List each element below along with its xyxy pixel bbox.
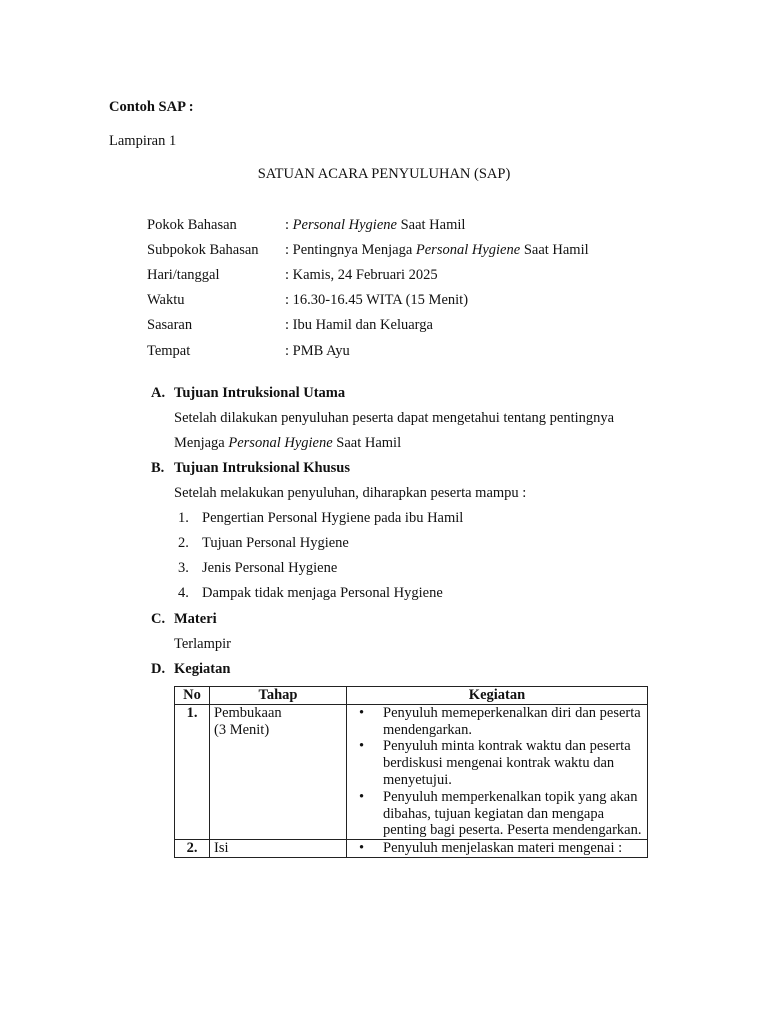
list-item-number: 1. — [178, 510, 189, 526]
attachment-label: Lampiran 1 — [109, 133, 177, 149]
activity-item: • Penyuluh memeperkenalkan diri dan peserta mendengarkan. — [359, 704, 641, 738]
activity-item: • Penyuluh minta kontrak waktu dan peserta berdiskusi mengenai kontrak waktu dan menyetujui. — [359, 738, 631, 788]
row-number: 2. — [175, 840, 210, 858]
row-activities — [347, 704, 648, 839]
activity-item: • Penyuluh menjelaskan materi mengenai : — [359, 840, 623, 857]
section-b-intro: Setelah melakukan penyuluhan, diharapkan peserta mampu : — [174, 485, 527, 501]
table-header-row — [175, 687, 648, 705]
stage-name: Pembukaan — [214, 704, 282, 721]
section-d-letter: D. — [151, 661, 166, 677]
activity-item: • Penyuluh memperkenalkan topik yang akan dibahas, tujuan kegiatan dan mengapa penting bagi peserta. Peserta mendengarkan. — [359, 788, 642, 839]
stage-duration: (3 Menit) — [214, 721, 270, 738]
bullet-icon: • — [359, 788, 365, 805]
info-value-pokok: : Personal Hygiene Saat Hamil — [285, 217, 466, 233]
info-value-subpokok: : Pentingnya Menjaga Personal Hygiene Saat Hamil — [285, 242, 589, 258]
info-value-hari: : Kamis, 24 Februari 2025 — [285, 267, 438, 283]
section-c-title: Materi — [174, 611, 217, 627]
document-heading: Contoh SAP : — [109, 99, 194, 115]
info-value-sasaran: : Ibu Hamil dan Keluarga — [285, 317, 433, 333]
row-stage — [210, 840, 347, 858]
list-item-number: 4. — [178, 585, 189, 601]
section-c-text: Terlampir — [174, 636, 231, 652]
section-a-letter: A. — [151, 385, 166, 401]
list-item-text: Pengertian Personal Hygiene pada ibu Hamil — [202, 510, 464, 526]
header-tahap: Tahap — [210, 687, 347, 705]
document-title: SATUAN ACARA PENYULUHAN (SAP) — [257, 166, 511, 182]
section-b-title: Tujuan Intruksional Khusus — [174, 460, 350, 476]
list-item-text: Dampak tidak menjaga Personal Hygiene — [202, 585, 443, 601]
row-stage — [210, 704, 347, 839]
info-label-subpokok: Subpokok Bahasan — [147, 242, 259, 258]
info-label-waktu: Waktu — [147, 292, 185, 308]
bullet-icon: • — [359, 704, 365, 721]
info-value-waktu: : 16.30-16.45 WITA (15 Menit) — [285, 292, 469, 308]
list-item-text: Jenis Personal Hygiene — [202, 560, 338, 576]
info-label-hari: Hari/tanggal — [147, 267, 220, 283]
table-row — [175, 704, 648, 839]
list-item-number: 2. — [178, 535, 189, 551]
bullet-icon: • — [359, 840, 365, 857]
info-label-tempat: Tempat — [147, 343, 191, 359]
activity-table — [174, 686, 648, 858]
header-no: No — [175, 687, 210, 705]
stage-name: Isi — [214, 840, 229, 857]
info-label-sasaran: Sasaran — [147, 317, 193, 333]
section-d-title: Kegiatan — [174, 661, 231, 677]
section-a-title: Tujuan Intruksional Utama — [174, 385, 346, 401]
info-label-pokok: Pokok Bahasan — [147, 217, 237, 233]
list-item-number: 3. — [178, 560, 189, 576]
section-c-letter: C. — [151, 611, 166, 627]
table-row — [175, 840, 648, 858]
row-number: 1. — [175, 704, 210, 839]
section-b-letter: B. — [151, 460, 165, 476]
row-activities — [347, 840, 648, 858]
section-a-text-line2: Menjaga Personal Hygiene Saat Hamil — [174, 435, 402, 451]
list-item-text: Tujuan Personal Hygiene — [202, 535, 349, 551]
section-a-text-line1: Setelah dilakukan penyuluhan peserta dapat mengetahui tentang pentingnya — [174, 410, 615, 426]
header-kegiatan: Kegiatan — [347, 687, 648, 705]
bullet-icon: • — [359, 738, 365, 755]
info-value-tempat: : PMB Ayu — [285, 343, 350, 359]
